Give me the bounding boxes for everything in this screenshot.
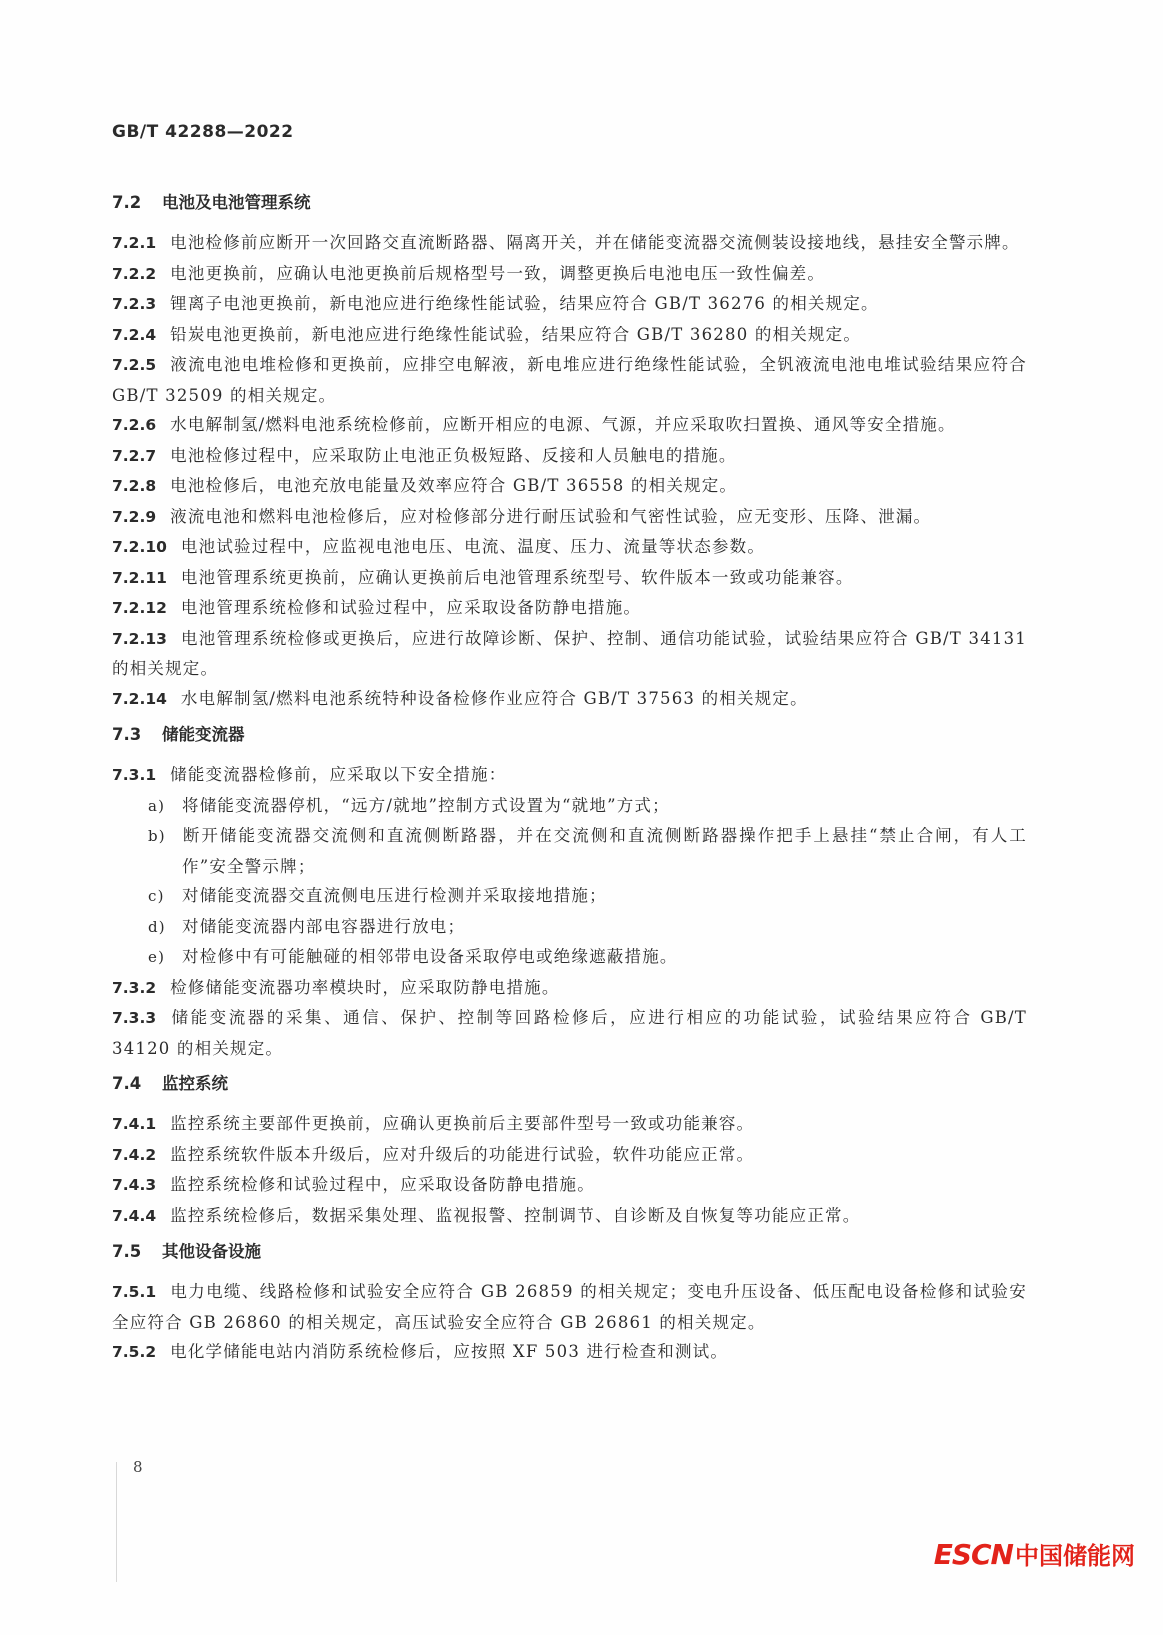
clause-7-2-10	[112, 532, 1027, 563]
clause-number: 7.2.2	[112, 264, 157, 283]
clause-number: 7.3.2	[112, 978, 157, 997]
clause-text: 监控系统软件版本升级后，应对升级后的功能进行试验，软件功能应正常。	[170, 1144, 755, 1164]
list-marker: a)	[148, 796, 166, 815]
clause-text: 铅炭电池更换前，新电池应进行绝缘性能试验，结果应符合 GB/T 36280 的相关规定。	[170, 324, 862, 344]
clause-number: 7.3.1	[112, 766, 157, 784]
document-body	[112, 190, 1027, 1368]
clause-number: 7.2.8	[112, 477, 157, 495]
clause-7-4-2	[112, 1140, 1027, 1171]
clause-text: 电池管理系统更换前，应确认更换前后电池管理系统型号、软件版本一致或功能兼容。	[180, 567, 854, 587]
list-item-b	[112, 821, 1027, 881]
clause-number: 7.4.3	[112, 1176, 157, 1194]
clause-text: 储能变流器的采集、通信、保护、控制等回路检修后，应进行相应的功能试验，试验结果应符合 GB/T 34120 的相关规定。	[112, 1008, 1027, 1058]
clause-number: 7.2.1	[112, 234, 157, 252]
list-item-c	[112, 881, 1027, 912]
clause-text: 监控系统检修后，数据采集处理、监视报警、控制调节、自诊断及自恢复等功能应正常。	[170, 1205, 861, 1225]
clause-text: 监控系统主要部件更换前，应确认更换前后主要部件型号一致或功能兼容。	[170, 1114, 755, 1133]
list-item-text: 将储能变流器停机，“远方/就地”控制方式设置为“就地”方式；	[182, 795, 670, 815]
list-marker: d)	[148, 917, 166, 936]
clause-number: 7.2.3	[112, 295, 157, 313]
clause-text: 电化学储能电站内消防系统检修后，应按照 XF 503 进行检查和测试。	[170, 1342, 729, 1361]
clause-7-2-8	[112, 471, 1027, 502]
clause-text: 电池检修后，电池充放电能量及效率应符合 GB/T 36558 的相关规定。	[170, 476, 738, 495]
clause-7-4-1	[112, 1109, 1027, 1140]
clause-number: 7.5.2	[112, 1343, 157, 1361]
list-item-text: 对储能变流器内部电容器进行放电；	[182, 916, 466, 936]
list-item-text: 对检修中有可能触碰的相邻带电设备采取停电或绝缘遮蔽措施。	[182, 947, 678, 966]
list-item-d	[112, 912, 1027, 943]
clause-7-3-2	[112, 973, 1027, 1004]
clause-7-2-9	[112, 502, 1027, 533]
clause-number: 7.4.1	[112, 1115, 157, 1133]
clause-7-3-3	[112, 1003, 1027, 1063]
clause-7-2-13	[112, 624, 1027, 684]
clause-number: 7.3.3	[112, 1009, 157, 1027]
clause-number: 7.4.2	[112, 1145, 157, 1164]
section-number: 7.3	[112, 725, 142, 744]
clause-number: 7.5.1	[112, 1283, 157, 1301]
section-title-text: 储能变流器	[162, 725, 245, 744]
clause-number: 7.2.5	[112, 356, 157, 374]
clause-7-2-14	[112, 684, 1027, 715]
margin-line	[116, 1462, 117, 1582]
clause-text: 锂离子电池更换前，新电池应进行绝缘性能试验，结果应符合 GB/T 36276 的相关规定。	[170, 294, 879, 313]
list-item-text: 对储能变流器交直流侧电压进行检测并采取接地措施；	[182, 886, 607, 905]
list-marker: e)	[148, 948, 166, 966]
section-number: 7.5	[112, 1242, 142, 1261]
clause-7-2-7	[112, 441, 1027, 472]
clause-text: 电力电缆、线路检修和试验安全应符合 GB 26859 的相关规定；变电升压设备、低压配电设备检修和试验安全应符合 GB 26860 的相关规定，高压试验安全应符合 GB 26861 的相关规定。	[112, 1282, 1027, 1332]
clause-text: 监控系统检修和试验过程中，应采取设备防静电措施。	[170, 1175, 595, 1194]
clause-text: 水电解制氢/燃料电池系统特种设备检修作业应符合 GB/T 37563 的相关规定。	[180, 688, 808, 708]
section-title-text: 监控系统	[162, 1074, 228, 1093]
clause-number: 7.4.4	[112, 1206, 157, 1225]
clause-7-4-4	[112, 1201, 1027, 1232]
watermark-logo	[934, 1536, 1135, 1571]
clause-number: 7.2.11	[112, 568, 167, 587]
clause-7-2-5	[112, 350, 1027, 410]
clause-text: 液流电池电堆检修和更换前，应排空电解液，新电堆应进行绝缘性能试验，全钒液流电池电堆试验结果应符合 GB/T 32509 的相关规定。	[112, 355, 1027, 405]
clause-text: 电池试验过程中，应监视电池电压、电流、温度、压力、流量等状态参数。	[180, 537, 766, 556]
list-item-text: 断开储能变流器交流侧和直流侧断路器，并在交流侧和直流侧断路器操作把手上悬挂“禁止合闸，有人工作”安全警示牌；	[182, 826, 1027, 876]
clause-text: 电池更换前，应确认电池更换前后规格型号一致，调整更换后电池电压一致性偏差。	[170, 263, 826, 283]
clause-number: 7.2.7	[112, 446, 157, 465]
clause-7-2-1	[112, 228, 1027, 259]
clause-text: 电池检修前应断开一次回路交直流断路器、隔离开关，并在储能变流器交流侧装设接地线，悬挂安全警示牌。	[170, 233, 1020, 252]
page-number: 8	[133, 1458, 143, 1476]
watermark-en: ESCN	[933, 1538, 1013, 1571]
section-title-7-4	[112, 1071, 1027, 1097]
clause-number: 7.2.14	[112, 689, 167, 708]
clause-number: 7.2.4	[112, 325, 157, 344]
clause-number: 7.2.13	[112, 629, 167, 648]
section-title-text: 电池及电池管理系统	[162, 193, 311, 212]
clause-7-3-1	[112, 760, 1027, 791]
list-marker: b)	[148, 827, 166, 845]
clause-7-5-2	[112, 1337, 1027, 1368]
clause-text: 检修储能变流器功率模块时，应采取防静电措施。	[170, 977, 560, 997]
section-title-7-3	[112, 722, 1027, 748]
clause-text: 电池管理系统检修或更换后，应进行故障诊断、保护、控制、通信功能试验，试验结果应符合 GB/T 34131 的相关规定。	[112, 628, 1027, 678]
clause-number: 7.2.9	[112, 507, 157, 526]
standard-code: GB/T 42288—2022	[112, 122, 294, 142]
clause-7-2-6	[112, 410, 1027, 441]
section-title-text: 其他设备设施	[162, 1242, 261, 1261]
list-item-a	[112, 791, 1027, 822]
list-marker: c)	[148, 887, 165, 905]
clause-7-2-11	[112, 563, 1027, 594]
clause-7-2-3	[112, 289, 1027, 320]
clause-7-4-3	[112, 1170, 1027, 1201]
clause-7-2-2	[112, 259, 1027, 290]
clause-7-2-4	[112, 320, 1027, 351]
list-item-e	[112, 942, 1027, 973]
clause-number: 7.2.12	[112, 599, 167, 617]
section-number: 7.4	[112, 1074, 142, 1093]
clause-text: 水电解制氢/燃料电池系统检修前，应断开相应的电源、气源，并应采取吹扫置换、通风等安全措施。	[170, 415, 956, 434]
section-number: 7.2	[112, 193, 142, 212]
clause-7-2-12	[112, 593, 1027, 624]
clause-text: 电池管理系统检修和试验过程中，应采取设备防静电措施。	[180, 598, 642, 617]
clause-number: 7.2.6	[112, 416, 157, 434]
clause-text: 液流电池和燃料电池检修后，应对检修部分进行耐压试验和气密性试验，应无变形、压降、泄漏。	[170, 506, 932, 526]
clause-text: 储能变流器检修前，应采取以下安全措施：	[170, 765, 507, 784]
clause-number: 7.2.10	[112, 538, 167, 556]
clause-7-5-1	[112, 1277, 1027, 1337]
clause-text: 电池检修过程中，应采取防止电池正负极短路、反接和人员触电的措施。	[170, 445, 737, 465]
watermark-cn: 中国储能网	[1015, 1542, 1135, 1570]
section-title-7-5	[112, 1239, 1027, 1265]
section-title-7-2	[112, 190, 1027, 216]
